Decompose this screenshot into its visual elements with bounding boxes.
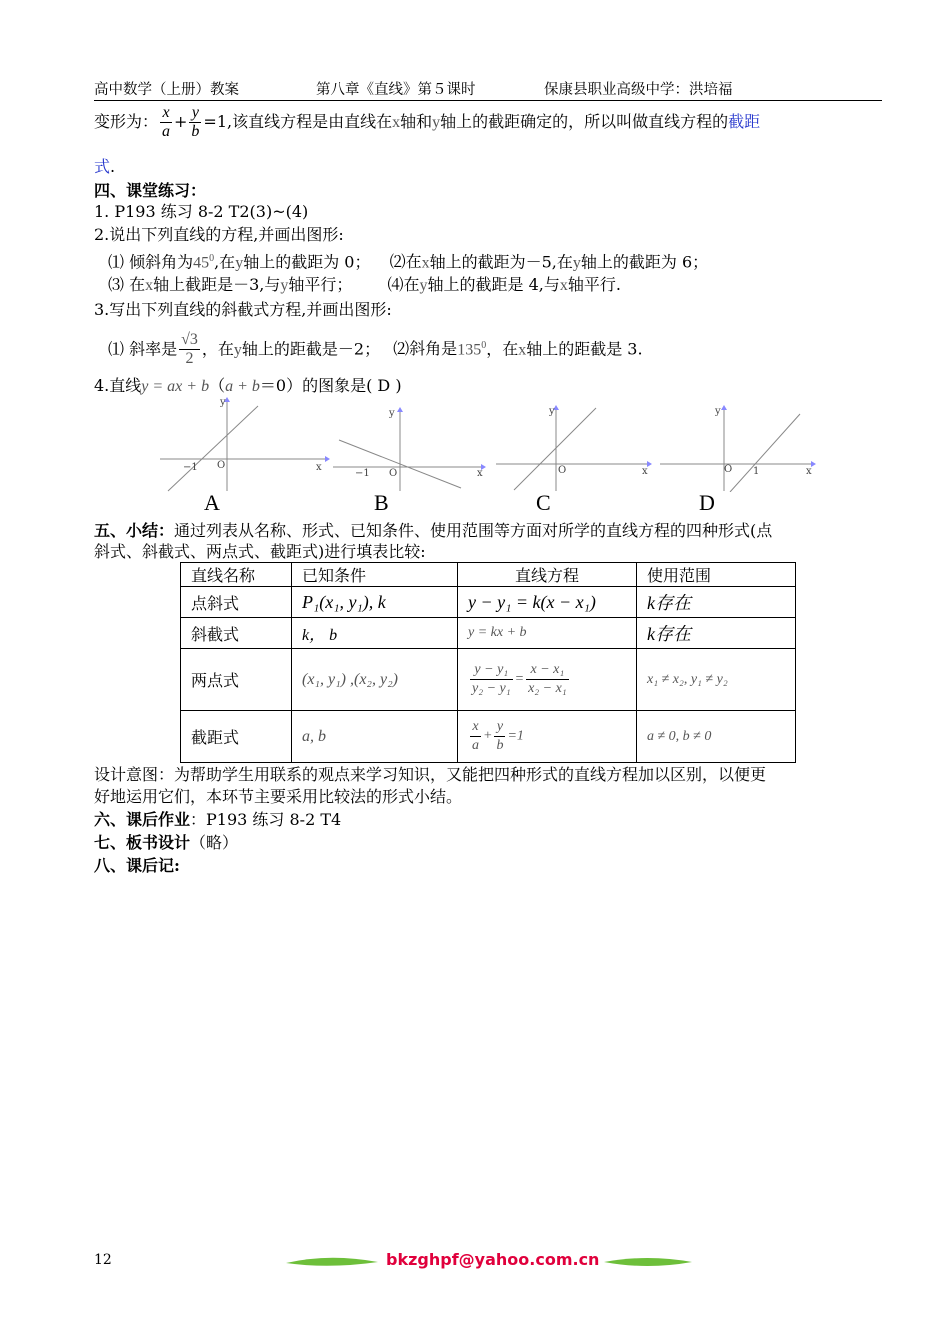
svg-text:−1: −1	[183, 462, 198, 473]
exercise-1: 1. P193 练习 8-2 T2(3)~(4)	[94, 202, 309, 221]
intro-line: 变形为： $\frac{x}{a}$ + $\frac{y}{b}$ =1,该直线方程是由直线在x轴和y轴上的截距确定的，所以叫做直线方程的截距	[94, 104, 761, 140]
fraction-sqrt3-over-2: $\frac{√3}{2}$	[181, 331, 198, 368]
section-5-title: 五、小结：	[94, 521, 175, 540]
intercept-form-link[interactable]: 截距	[728, 112, 761, 131]
leaf-decoration-left-icon	[284, 1254, 380, 1270]
fraction-y-over-b: $\frac{y}{b}$	[191, 104, 200, 140]
section-5-line-2: 斜式、斜截式、两点式、截距式)进行填表比较:	[94, 542, 426, 561]
table-row: 斜截式 k， b y = kx + b k存在	[181, 618, 796, 649]
plus-sign: +	[174, 112, 188, 131]
graph-label-a: A	[204, 490, 220, 515]
graph-b	[333, 396, 493, 492]
exercise-3: 3.写出下列直线的斜截式方程,并画出图形:	[94, 300, 392, 319]
exercise-4: 4.直线y = ax + b（a + b＝0）的图象是( D )	[94, 376, 402, 395]
table-header: 使用范围	[637, 563, 796, 587]
section-6: 六、课后作业：P193 练习 8-2 T4	[94, 810, 342, 829]
two-point-formula: $\frac{\text{y − y₁}}{\text{y₂ − y₁}}$ = $\frac{\text{x − x₁}}{\text{x₂ − x₁}}$	[458, 649, 637, 711]
section-8-title: 八、课后记:	[94, 856, 180, 875]
svg-text:x: x	[642, 466, 648, 477]
table-row: 点斜式 P₁(x₁, y₁), k y − y₁ = k(x − x₁) k存在	[181, 587, 796, 618]
svg-text:x: x	[806, 466, 812, 477]
table-header-row	[181, 563, 796, 587]
section-6-title: 六、课后作业	[94, 810, 191, 829]
intercept-formula: $\frac{x}{a}$ + $\frac{y}{b}$ =1	[458, 711, 637, 763]
intercept-form-link-cont[interactable]: 式	[94, 157, 111, 176]
svg-text:1: 1	[753, 466, 760, 477]
exercise-2: 2.说出下列直线的方程,并画出图形:	[94, 225, 344, 244]
table-row: 两点式 (x₁, y₁) ,(x₂, y₂) $\frac{\text{y − y₁}}{\text{y₂ − y₁}}$ = $\frac{\text{x − x₁}}{\text{x₂ − x₁}}$ x₁ ≠ x₂, y₁ ≠ y₂	[181, 649, 796, 711]
section-4-title: 四、课堂练习：	[94, 181, 207, 200]
y-variable: y	[432, 114, 441, 131]
graph-label-c: C	[536, 490, 551, 515]
svg-text:x: x	[316, 462, 322, 473]
section-5-line-1: 五、小结：通过列表从名称、形式、已知条件、使用范围等方面对所学的直线方程的四种形式(点	[94, 521, 773, 540]
svg-text:O: O	[724, 464, 733, 475]
comparison-table	[180, 562, 796, 763]
graph-a	[160, 396, 330, 492]
design-intent-line-2: 好地运用它们，本环节主要采用比较法的形式小结。	[94, 787, 463, 806]
graph-d	[660, 396, 820, 492]
table-header: 直线方程	[458, 563, 637, 587]
section-7-title: 七、板书设计	[94, 833, 191, 852]
svg-text:y: y	[220, 397, 226, 408]
table-header: 已知条件	[292, 563, 458, 587]
design-intent-line-1: 设计意图：为帮助学生用联系的观点来学习知识，又能把四种形式的直线方程加以区别，以便更	[94, 765, 767, 784]
header-chapter: 第八章《直线》第５课时	[316, 82, 476, 98]
intro-prefix: 变形为：	[94, 112, 159, 131]
svg-text:y: y	[715, 406, 721, 417]
exercise-2-row-1: ⑴ 倾斜角为$45^0$,在y轴上的截距为 0； ⑵在x轴上的截距为－5,在y轴上的截距为 6；	[108, 252, 709, 272]
leaf-decoration-right-icon	[602, 1254, 694, 1270]
fraction-x-over-a: $\frac{x}{a}$	[162, 104, 171, 140]
svg-text:y: y	[549, 406, 555, 417]
table-row: 截距式 a, b $\frac{x}{a}$ + $\frac{y}{b}$ =1 a ≠ 0, b ≠ 0	[181, 711, 796, 763]
svg-text:x: x	[477, 468, 483, 479]
svg-text:O: O	[389, 468, 398, 479]
x-variable: x	[392, 114, 401, 131]
page-number: 12	[94, 1252, 112, 1268]
intro-line-2: 式.	[94, 157, 116, 176]
svg-text:O: O	[558, 465, 567, 476]
exercise-3-row: ⑴ 斜率是 $\frac{√3}{2}$ ，在y轴上的距截是－2； ⑵斜角是$135^0$，在x轴上的距截是 3.	[108, 331, 643, 368]
footer-email[interactable]: bkzghpf@yahoo.com.cn	[386, 1250, 600, 1269]
exercise-2-row-2: ⑶ 在x轴上截距是－3,与y轴平行； ⑷在y轴上的截距是 4,与x轴平行.	[108, 275, 621, 294]
header-course: 高中数学（上册）教案	[94, 82, 239, 98]
graph-c	[496, 396, 658, 492]
section-7: 七、板书设计（略）	[94, 833, 239, 852]
svg-text:y: y	[389, 408, 395, 419]
svg-text:−1: −1	[355, 468, 370, 479]
page-header	[94, 78, 882, 101]
graph-label-d: D	[699, 490, 715, 515]
table-header: 直线名称	[181, 563, 292, 587]
graph-label-b: B	[374, 490, 389, 515]
equals-one: =1	[203, 112, 228, 131]
svg-text:O: O	[217, 460, 226, 471]
header-school: 保康县职业高级中学：洪培福	[544, 82, 733, 98]
